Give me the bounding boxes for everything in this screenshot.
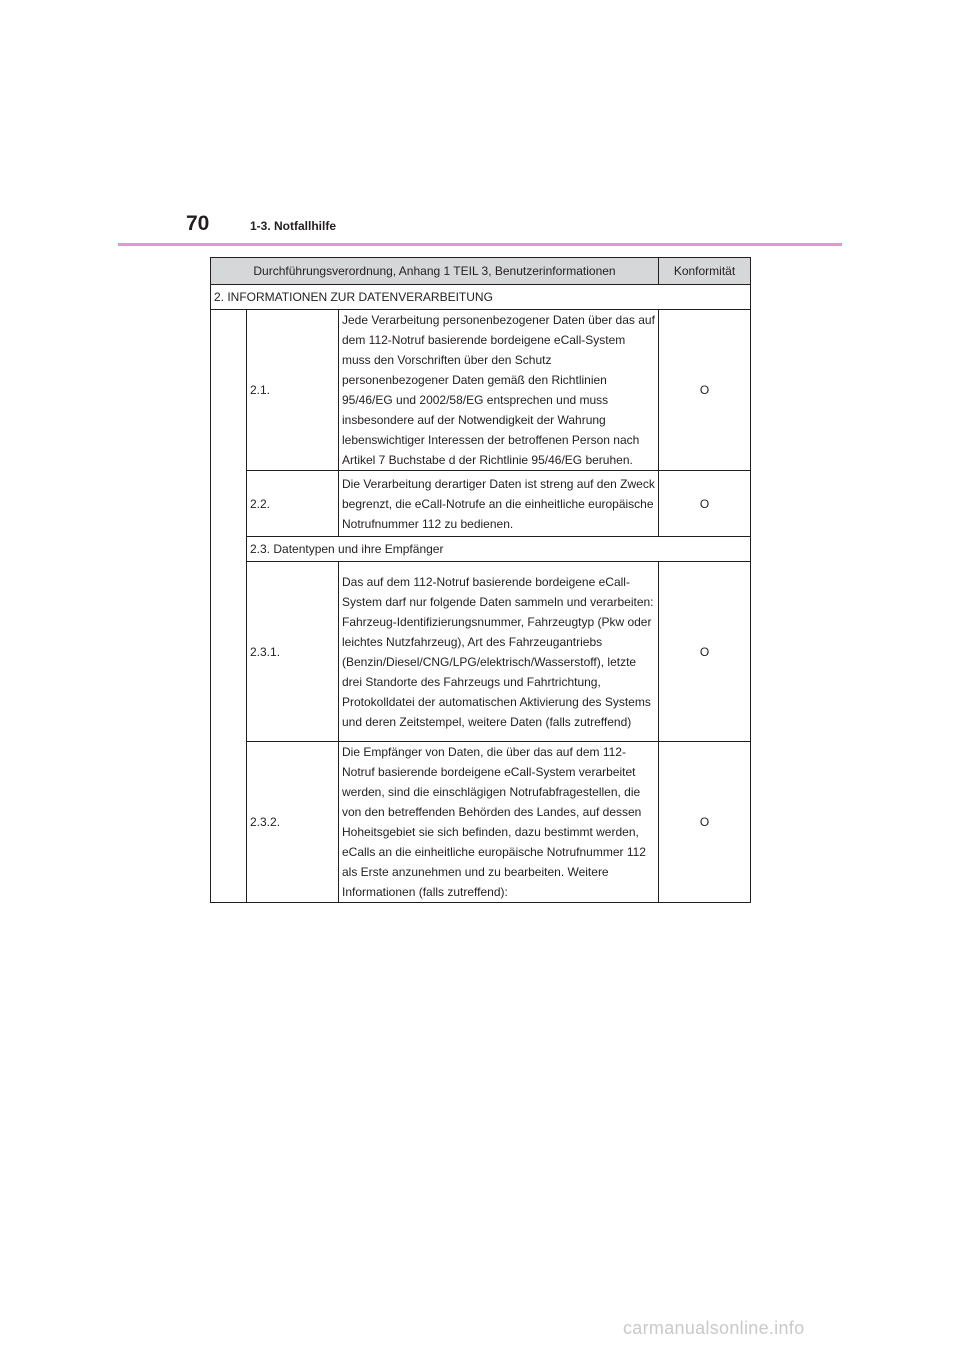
page-number: 70 [186,212,210,235]
section-title: 1-3. Notfallhilfe [250,219,337,233]
conformity-value: O [659,471,751,537]
table-row [211,310,751,471]
section-heading: 2. INFORMATIONEN ZUR DATENVERARBEITUNG [211,285,751,310]
clause-text: Die Empfänger von Daten, die über das auf dem 112-Notruf basierende bordeigene eCall-System verarbeitet werden, sind die einschlägigen Notrufabfragestellen, die von den betreffenden Behörden des Landes, auf dessen Hoheitsgebiet sie sich befinden, dazu bestimmt werden, eCalls an die einheitliche europäische Notrufnummer 112 als Erste anzunehmen und zu bearbeiten. Weitere Informationen (falls zutreffend): [339,742,659,903]
table-row [211,471,751,537]
watermark: carmanualsonline.info [623,1318,805,1338]
table-row [211,562,751,742]
clause-text: Das auf dem 112-Notruf basierende bordeigene eCall-System darf nur folgende Daten sammeln und verarbeiten: Fahrzeug-Identifizierungsnummer, Fahrzeugtyp (Pkw oder leichtes Nutzfahrzeug), Art des Fahrzeugantriebs (Benzin/Diesel/CNG/LPG/elektrisch/Wasserstoff), letzte drei Standorte des Fahrzeugs und Fahrtrichtung, Protokolldatei der automatischen Aktivierung des Systems und deren Zeitstempel, weitere Daten (falls zutreffend) [339,562,659,742]
header-divider [118,243,842,246]
sub-section-row [211,537,751,562]
conformity-value: O [659,742,751,903]
clause-number: 2.2. [247,471,339,537]
table-header-row [211,258,751,285]
sub-section-heading: 2.3. Datentypen und ihre Empfänger [247,537,751,562]
indent-cell [211,310,247,903]
column-header-conformity: Konformität [659,258,751,285]
section-row [211,285,751,310]
regulation-table [210,257,751,903]
clause-number: 2.3.1. [247,562,339,742]
clause-text: Jede Verarbeitung personenbezogener Daten über das auf dem 112-Notruf basierende bordeigene eCall-System muss den Vorschriften über den Schutz personenbezogener Daten gemäß den Richtlinien 95/46/EG und 2002/58/EG entsprechen und muss insbesondere auf der Notwendigkeit der Wahrung lebenswichtiger Interessen der betroffenen Person nach Artikel 7 Buchstabe d der Richtlinie 95/46/EG beruhen. [339,310,659,471]
table-row [211,742,751,903]
conformity-value: O [659,562,751,742]
clause-text: Die Verarbeitung derartiger Daten ist streng auf den Zweck begrenzt, die eCall-Notrufe an die einheitliche europäische Notrufnummer 112 zu bedienen. [339,471,659,537]
column-header-regulation: Durchführungsverordnung, Anhang 1 TEIL 3, Benutzerinformationen [211,258,659,285]
clause-number: 2.1. [247,310,339,471]
conformity-value: O [659,310,751,471]
clause-number: 2.3.2. [247,742,339,903]
